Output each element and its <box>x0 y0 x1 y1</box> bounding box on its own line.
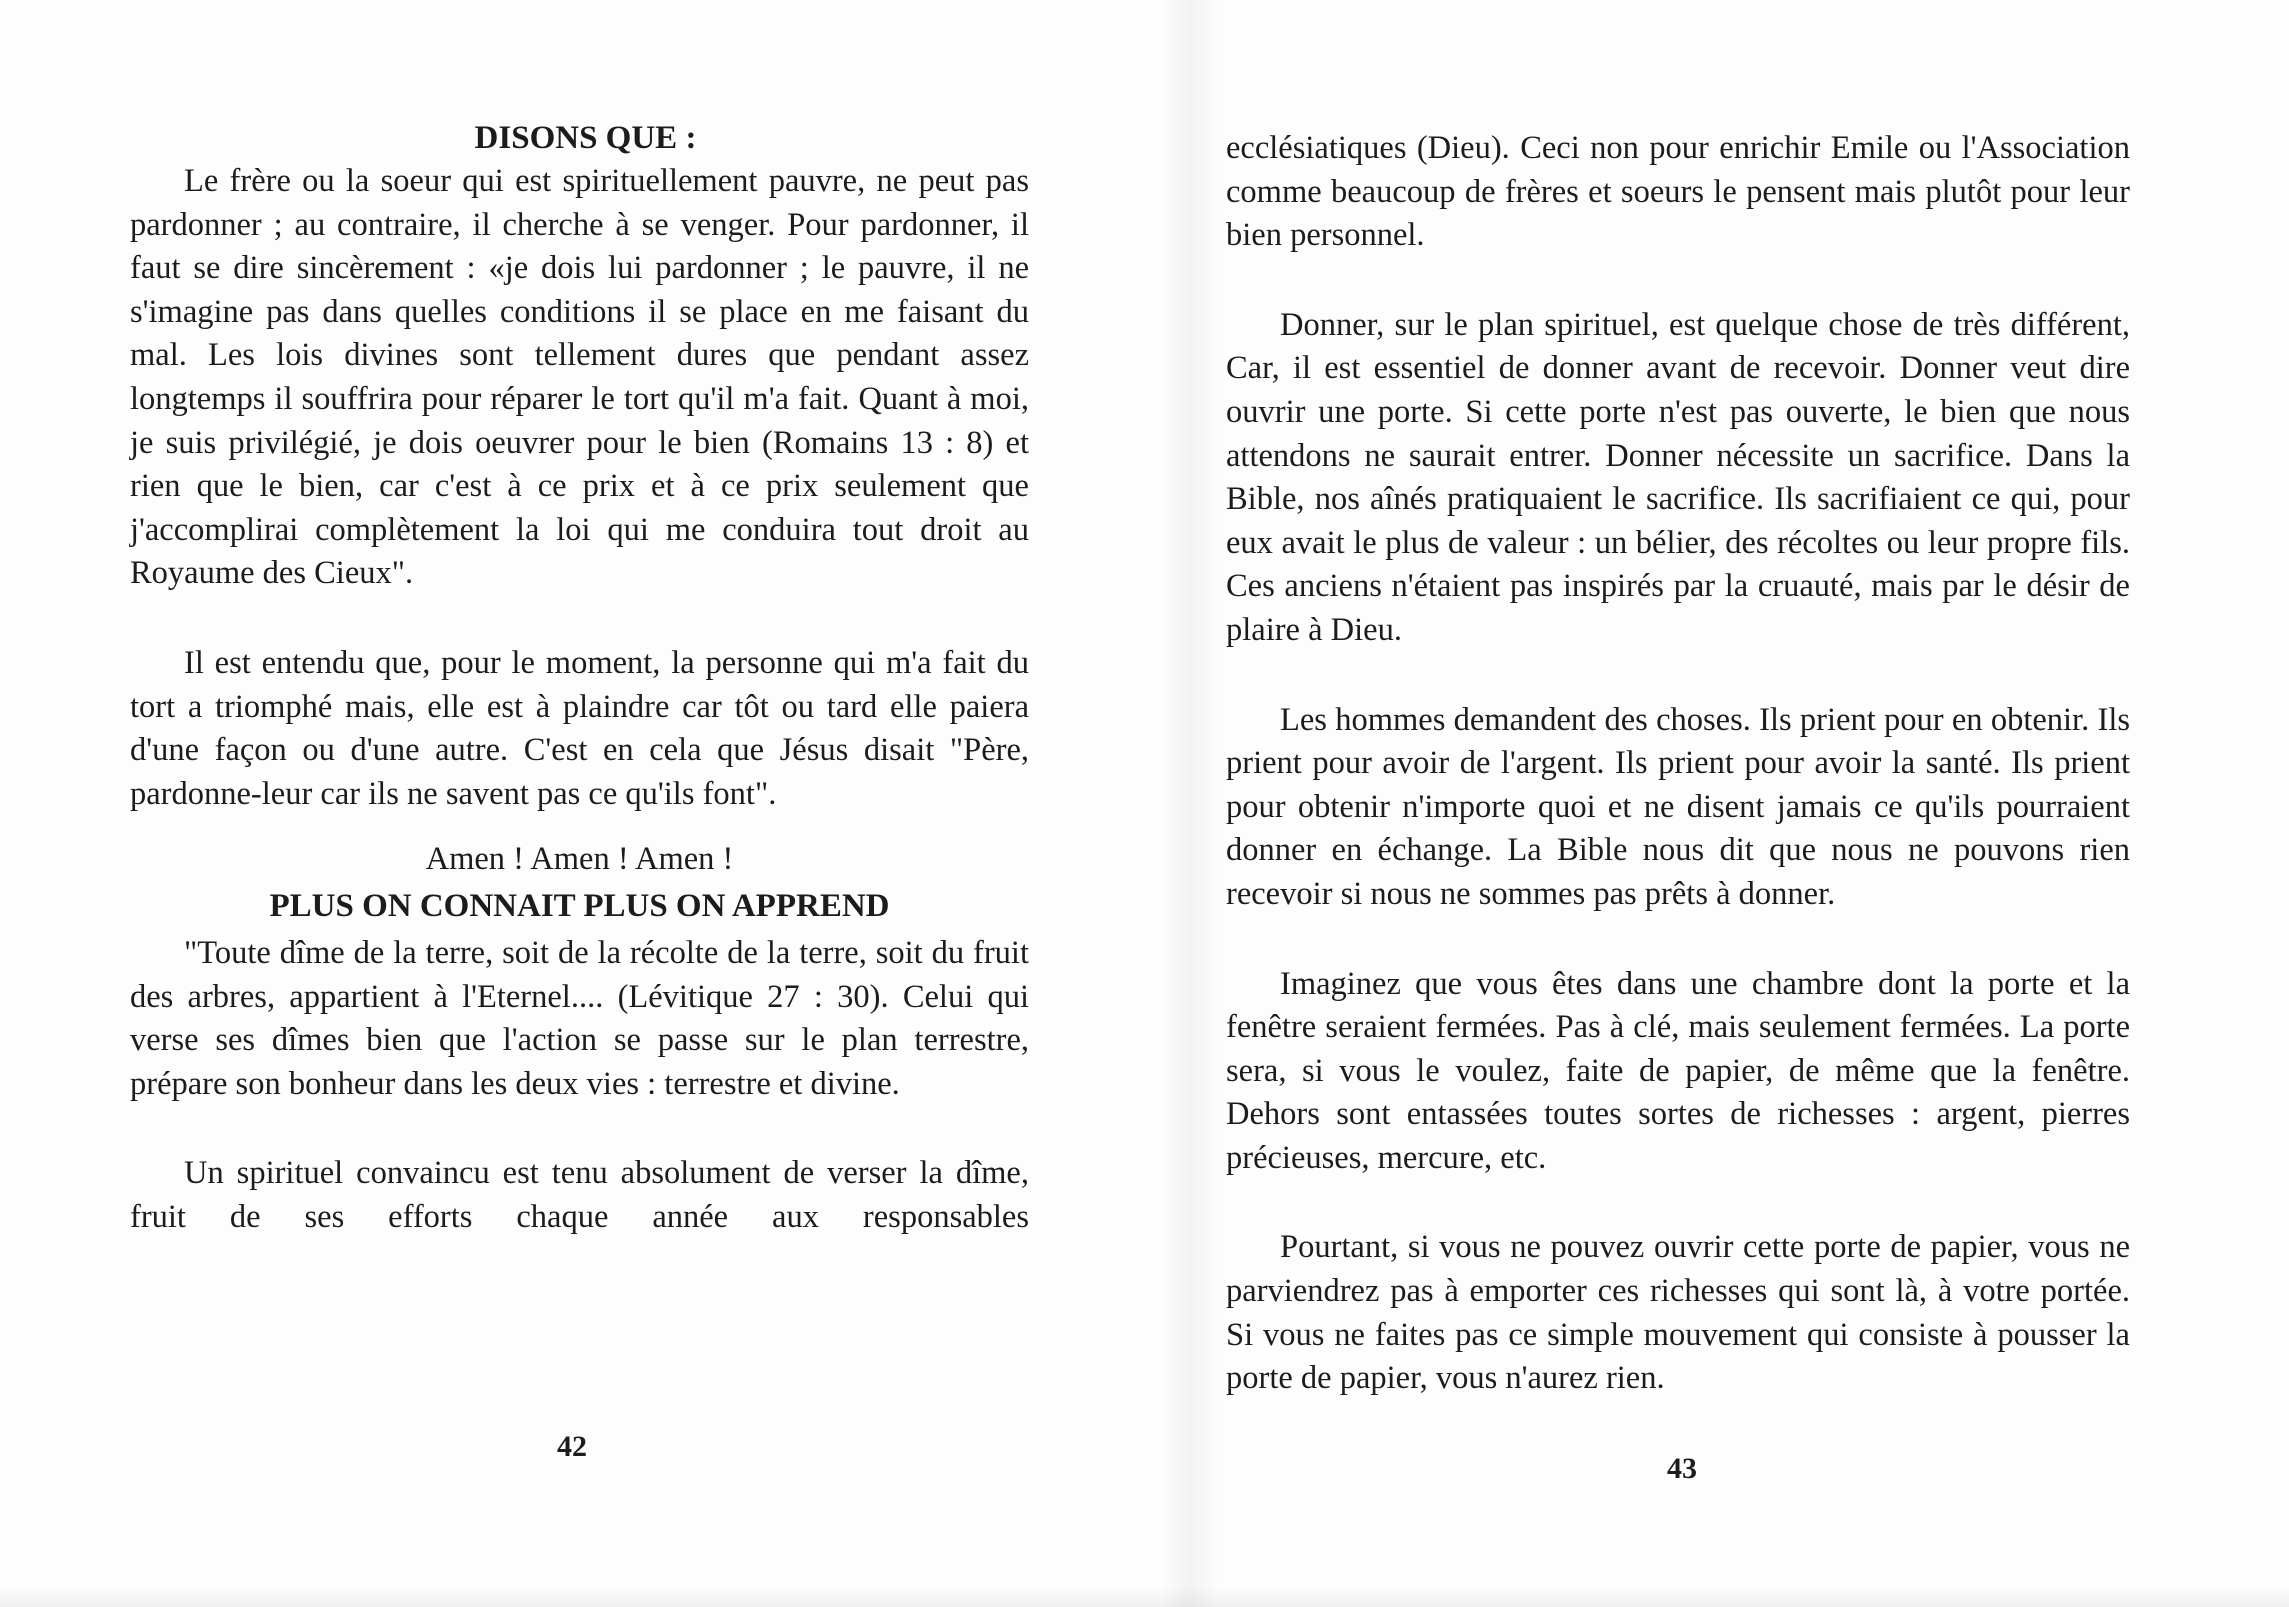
left-page-text <box>130 116 1029 1239</box>
paragraph-pourtant: Pourtant, si vous ne pouvez ouvrir cette porte de papier, vous ne parviendrez pas à emporter ces richesses qui sont là, à votre portée. Si vous ne faites pas ce simple mouvement qui consiste à pousser la porte de papier, vous n'aurez rien. <box>1226 1229 2130 1397</box>
paragraph-imaginez: Imaginez que vous êtes dans une chambre dont la porte et la fenêtre seraient fermées. Pas à clé, mais seulement fermées. La porte sera, si vous le voulez, faite de papier, de même que la fenêtre. Dehors sont entassées toutes sortes de richesses : argent, pierres précieuses, mercure, etc. <box>1226 965 2130 1176</box>
paragraph-pardon: Le frère ou la soeur qui est spirituellement pauvre, ne peut pas pardonner ; au contraire, il cherche à se venger. Pour pardonner, il faut se dire sincèrement : «je dois lui pardonner ; le pauvre, il ne s'imagine pas dans quelles conditions il se place en me faisant du mal. Les lois divines sont tellement dures que pendant assez longtemps il souffrira pour réparer le tort qu'il m'a fait. Quant à moi, je suis privilégié, je dois oeuvrer pour le bien (Romains 13 : 8) et rien que le bien, car c'est à ce prix et à ce prix seulement que j'accomplirai complètement la loi qui me conduira tout droit au Royaume des Cieux". <box>130 163 1029 592</box>
right-page-text <box>1226 127 2130 1401</box>
page-number-left: 42 <box>557 1430 587 1463</box>
paragraph-donner: Donner, sur le plan spirituel, est quelque chose de très différent, Car, il est essentiel de donner avant de recevoir. Donner veut dire ouvrir une porte. Si cette porte n'est pas ouverte, le bien que nous attendons ne saurait entrer. Donner nécessite un sacrifice. Dans la Bible, nos aînés pratiquaient le sacrifice. Ils sacrifiaient ce qui, pour eux avait le plus de valeur : un bélier, des récoltes ou leur propre fils. Ces anciens n'étaient pas inspirés par la cruauté, mais par le désir de plaire à Dieu. <box>1226 306 2130 648</box>
right-page <box>1144 0 2289 1607</box>
heading-disons-que: DISONS QUE : <box>474 120 697 156</box>
paragraph-spirituel-convaincu: Un spirituel convaincu est tenu absolument de verser la dîme, fruit de ses efforts chaque année aux responsables <box>130 1155 1029 1235</box>
paragraph-les-hommes: Les hommes demandent des choses. Ils prient pour en obtenir. Ils prient pour avoir de l'argent. Ils prient pour avoir la santé. Ils prient pour obtenir n'importe quoi et ne disent jamais ce qu'ils pourraient donner en échange. La Bible nous dit que nous ne pouvons rien recevoir si nous ne sommes pas prêts à donner. <box>1226 701 2130 912</box>
heading-plus-on-connait: PLUS ON CONNAIT PLUS ON APPREND <box>269 887 890 924</box>
paragraph-ecclesiastiques: ecclésiatiques (Dieu). Ceci non pour enrichir Emile ou l'Association comme beaucoup de frères et soeurs le pensent mais plutôt pour leur bien personnel. <box>1226 130 2130 254</box>
paragraph-triomphe: Il est entendu que, pour le moment, la personne qui m'a fait du tort a triomphé mais, elle est à plaindre car tôt ou tard elle paiera d'une façon ou d'une autre. C'est en cela que Jésus disait "Père, pardonne-leur car ils ne savent pas ce qu'ils font". <box>130 644 1029 812</box>
paragraph-dime: "Toute dîme de la terre, soit de la récolte de la terre, soit du fruit des arbres, appartient à l'Eternel.... (Lévitique 27 : 30). Celui qui verse ses dîmes bien que l'action se passe sur le plan terrestre, prépare son bonheur dans les deux vies : terrestre et divine. <box>130 934 1029 1102</box>
amen-line: Amen ! Amen ! Amen ! <box>425 841 734 878</box>
page-number-right: 43 <box>1667 1452 1697 1485</box>
left-page <box>0 0 1144 1607</box>
